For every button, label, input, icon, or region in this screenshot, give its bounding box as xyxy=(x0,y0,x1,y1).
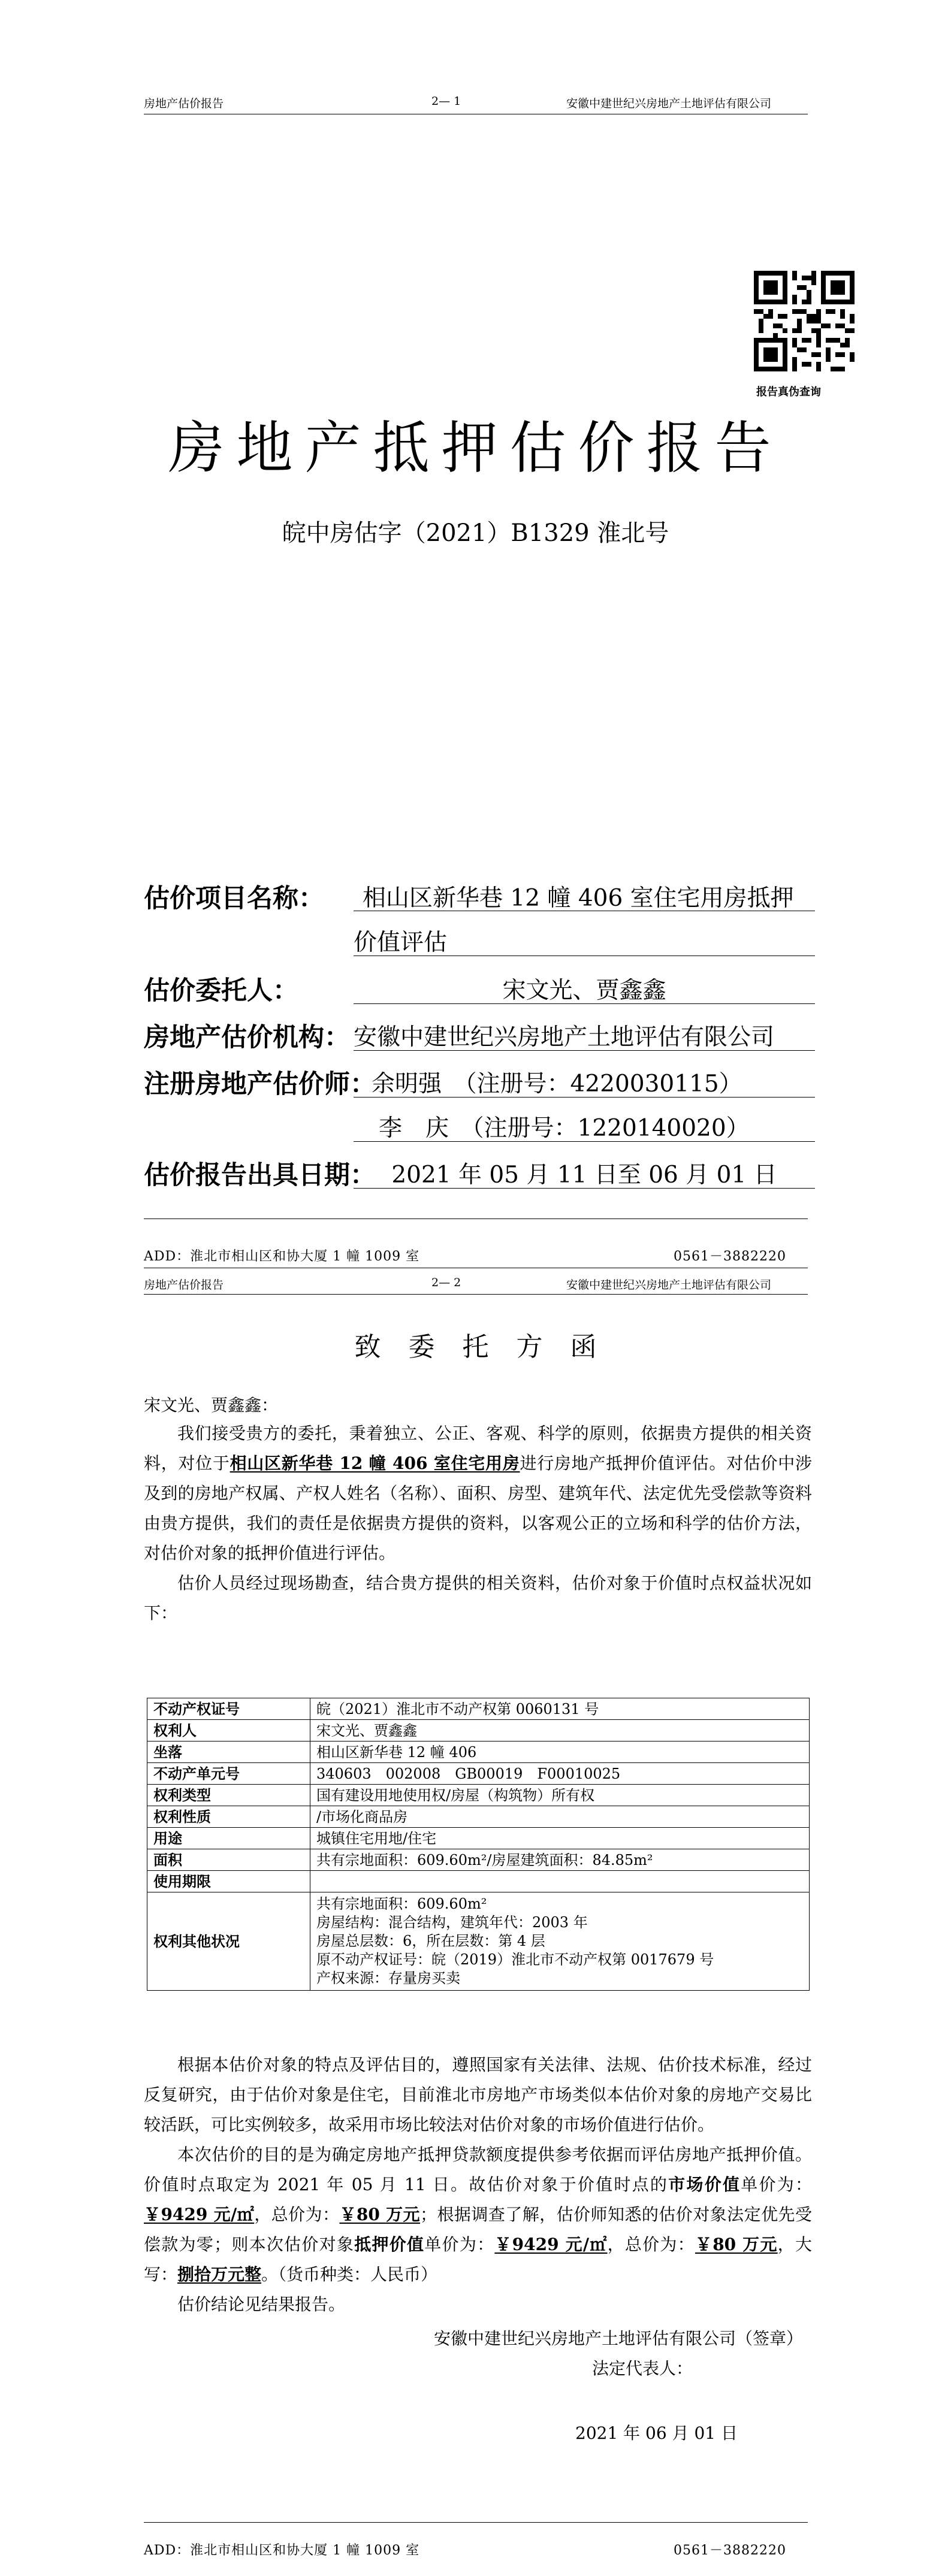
table-key-cell: 不动产权证号 xyxy=(147,1698,310,1720)
table-value-cell: /市场化商品房 xyxy=(310,1806,810,1828)
table-row xyxy=(147,1806,810,1828)
salutation: 宋文光、贾鑫鑫： xyxy=(144,1395,279,1415)
project-value-line1: 相山区新华巷 12 幢 406 室住宅用房抵押 xyxy=(363,885,794,912)
agency-label: 房地产估价机构： xyxy=(144,1023,350,1053)
client-label: 估价委托人： xyxy=(144,976,298,1006)
table-key-cell: 权利其他状况 xyxy=(147,1892,310,1991)
table-row xyxy=(147,1763,810,1785)
header-page-number: 2— 1 xyxy=(431,95,461,108)
agency-underline xyxy=(354,1050,815,1051)
table-value-cell: 相山区新华巷 12 幢 406 xyxy=(310,1741,810,1763)
letter-paragraphs-bottom xyxy=(144,2050,812,2320)
header-rule-p2 xyxy=(144,1294,808,1295)
table-row xyxy=(147,1785,810,1806)
table-key-cell: 面积 xyxy=(147,1849,310,1871)
market-unit-price: ￥9429 元/㎡ xyxy=(144,2205,255,2224)
letter-date: 2021 年 06 月 01 日 xyxy=(575,2423,738,2443)
table-row xyxy=(147,1828,810,1849)
signature-organization: 安徽中建世纪兴房地产土地评估有限公司（签章） xyxy=(434,2329,804,2348)
footer-address-p2: ADD：淮北市相山区和协大厦 1 幢 1009 室 xyxy=(144,2543,420,2558)
property-rights-table xyxy=(147,1698,810,1991)
other-status-line: 产权来源：存量房买卖 xyxy=(316,1970,460,1987)
table-key-cell: 不动产单元号 xyxy=(147,1763,310,1785)
project-value-line2: 价值评估 xyxy=(354,929,448,956)
other-status-line: 房屋结构：混合结构，建筑年代：2003 年 xyxy=(316,1914,588,1931)
table-row xyxy=(147,1698,810,1720)
report-title: 房地产抵押估价报告 xyxy=(168,416,783,481)
letter-paragraphs-top xyxy=(144,1419,812,1628)
table-value-cell: 城镇住宅用地/住宅 xyxy=(310,1828,810,1849)
agency-value: 安徽中建世纪兴房地产土地评估有限公司 xyxy=(354,1024,775,1051)
footer-phone-p2: 0561－3882220 xyxy=(674,2543,786,2558)
header-page-number-p2: 2— 2 xyxy=(431,1276,461,1289)
legal-representative: 法定代表人： xyxy=(592,2359,693,2378)
table-value-cell: 宋文光、贾鑫鑫 xyxy=(310,1720,810,1741)
report-number: 皖中房估字（2021）B1329 淮北号 xyxy=(282,519,669,547)
project-label: 估价项目名称： xyxy=(144,884,324,914)
table-key-cell: 坐落 xyxy=(147,1741,310,1763)
table-value-cell xyxy=(310,1892,810,1991)
table-value-cell: 皖（2021）淮北市不动产权第 0060131 号 xyxy=(310,1698,810,1720)
qr-code-icon xyxy=(754,271,855,371)
table-row-other-status xyxy=(147,1892,810,1991)
table-value-cell xyxy=(310,1871,810,1892)
table-value-cell: 国有建设用地使用权/房屋（构筑物）所有权 xyxy=(310,1785,810,1806)
paragraph-2: 估价人员经过现场勘查，结合贵方提供的相关资料，估价对象于价值时点权益状况如下： xyxy=(144,1573,812,1623)
header-right: 安徽中建世纪兴房地产土地评估有限公司 xyxy=(566,97,772,110)
table-row xyxy=(147,1741,810,1763)
table-row xyxy=(147,1849,810,1871)
table-value-cell: 共有宗地面积：609.60m²/房屋建筑面积：84.85m² xyxy=(310,1849,810,1871)
other-status-line: 共有宗地面积：609.60m² xyxy=(316,1895,487,1912)
appraiser-label: 注册房地产估价师： xyxy=(144,1069,376,1099)
mortgage-unit-price: ￥9429 元/㎡ xyxy=(494,2235,608,2254)
appraiser-1: 余明强 （注册号：4220030115） xyxy=(372,1071,742,1097)
paragraph-3: 根据本估价对象的特点及评估目的，遵照国家有关法律、法规、估价技术标准，经过反复研究，由于估价对象是住宅，目前淮北市房地产市场类似本估价对象的房地产交易比较活跃，可比实例较多，故采用市场比较法对估价对象的市场价值进行估价。 xyxy=(144,2055,812,2134)
mortgage-total-price: ￥80 万元 xyxy=(695,2235,778,2254)
footer-phone: 0561－3882220 xyxy=(674,1249,786,1264)
footer-rule-top-p2 xyxy=(144,2522,808,2523)
table-row xyxy=(147,1720,810,1741)
header-left: 房地产估价报告 xyxy=(144,97,224,110)
issue-date-underline xyxy=(354,1188,815,1189)
client-underline xyxy=(354,1003,815,1004)
market-total-price: ￥80 万元 xyxy=(339,2205,420,2224)
letter-title: 致委托方函 xyxy=(354,1332,624,1362)
appraiser-underline-2 xyxy=(354,1141,815,1142)
client-value: 宋文光、贾鑫鑫 xyxy=(502,977,666,1004)
issue-date-label: 估价报告出具日期： xyxy=(144,1160,376,1190)
header-left-p2: 房地产估价报告 xyxy=(144,1278,224,1292)
table-key-cell: 权利类型 xyxy=(147,1785,310,1806)
amount-in-words: 捌拾万元整 xyxy=(177,2264,262,2284)
header-right-p2: 安徽中建世纪兴房地产土地评估有限公司 xyxy=(566,1278,772,1292)
paragraph-5: 估价结论见结果报告。 xyxy=(177,2294,346,2314)
table-key-cell: 用途 xyxy=(147,1828,310,1849)
paragraph-1: 我们接受贵方的委托，秉着独立、公正、客观、科学的原则，依据贵方提供的相关资料，对位于相山区新华巷 12 幢 406 室住宅用房进行房地产抵押价值评估。对估价中涉及到的房地产权属、产权人姓名（名称）、面积、房型、建筑年代、法定优先受偿款等资料由贵方提供，我们的责任是依据贵方提供的资料，以客观公正的立场和科学的估价方法，对估价对象的抵押价值进行评估。 xyxy=(144,1423,812,1563)
paragraph-4: 本次估价的目的是为确定房地产抵押贷款额度提供参考依据而评估房地产抵押价值。价值时点取定为 2021 年 05 月 11 日。故估价对象于价值时点的市场价值单价为：￥9429 元/㎡，总价为：￥80 万元；根据调查了解，估价师知悉的估价对象法定优先受偿款为零；则本次估价对象抵押价值单价为：￥9429 元/㎡，总价为：￥80 万元，大写：捌拾万元整。（货币种类：人民币） xyxy=(144,2145,812,2284)
footer-address: ADD：淮北市相山区和协大厦 1 幢 1009 室 xyxy=(144,1249,420,1264)
table-key-cell: 权利人 xyxy=(147,1720,310,1741)
property-address: 相山区新华巷 12 幢 406 室住宅用房 xyxy=(230,1453,520,1473)
issue-date-value: 2021 年 05 月 11 日至 06 月 01 日 xyxy=(391,1162,777,1189)
appraiser-2: 李 庆 （注册号：1220140020） xyxy=(379,1115,750,1142)
other-status-line: 原不动产权证号：皖（2019）淮北市不动产权第 0017679 号 xyxy=(316,1951,714,1968)
other-status-line: 房屋总层数：6，所在层数：第 4 层 xyxy=(316,1933,545,1949)
table-key-cell: 权利性质 xyxy=(147,1806,310,1828)
table-key-cell: 使用期限 xyxy=(147,1871,310,1892)
table-value-cell: 340603 002008 GB00019 F00010025 xyxy=(310,1763,810,1785)
table-row xyxy=(147,1871,810,1892)
qr-caption: 报告真伪查询 xyxy=(756,386,821,398)
